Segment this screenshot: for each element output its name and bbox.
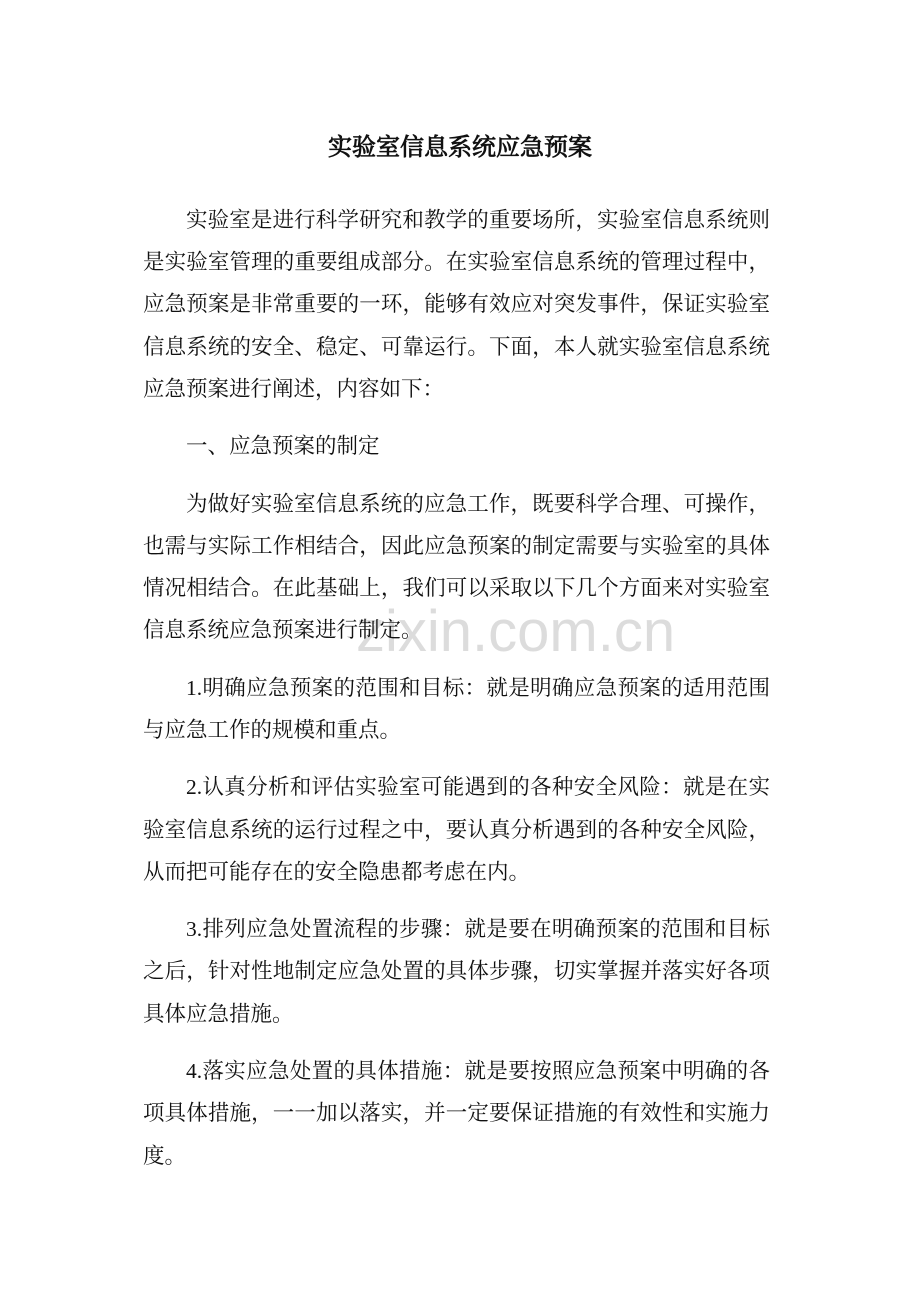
document-title: 实验室信息系统应急预案: [328, 134, 592, 161]
text-line: 之后，针对性地制定应急处置的具体步骤，切实掌握并落实好各项: [143, 959, 770, 984]
text-line: 与应急工作的规模和重点。: [143, 717, 402, 742]
text-line: 项具体措施，一一加以落实，并一定要保证措施的有效性和实施力: [143, 1101, 770, 1126]
list-item-3: [143, 908, 770, 1035]
section-heading: [143, 425, 770, 467]
list-item-4: [143, 1050, 770, 1177]
text-line: 为做好实验室信息系统的应急工作，既要科学合理、可操作，: [186, 491, 770, 516]
text-line: 1.明确应急预案的范围和目标：就是明确应急预案的适用范围: [186, 675, 770, 700]
list-item-2: [143, 766, 770, 893]
section-intro-paragraph: [143, 483, 770, 652]
text-line: 验室信息系统的运行过程之中，要认真分析遇到的各种安全风险，: [143, 817, 770, 842]
watermark: zixin.com.cn: [356, 599, 676, 664]
text-line: 应急预案是非常重要的一环，能够有效应对突发事件，保证实验室: [143, 292, 770, 317]
list-item-1: [143, 667, 770, 751]
text-line: 信息系统的安全、稳定、可靠运行。下面，本人就实验室信息系统: [143, 334, 770, 359]
text-line: 具体应急措施。: [143, 1001, 294, 1026]
text-line: 从而把可能存在的安全隐患都考虑在内。: [143, 859, 531, 884]
text-line: 2.认真分析和评估实验室可能遇到的各种安全风险：就是在实: [186, 775, 770, 800]
text-line: 是实验室管理的重要组成部分。在实验室信息系统的管理过程中，: [143, 250, 770, 275]
text-line: 实验室是进行科学研究和教学的重要场所，实验室信息系统则: [186, 208, 770, 232]
document-body: [143, 199, 770, 1192]
text-line: 情况相结合。在此基础上，我们可以采取以下几个方面来对实验室: [143, 576, 770, 601]
section-heading-text: 一、应急预案的制定: [186, 434, 380, 459]
intro-paragraph: [143, 199, 770, 410]
text-line: 也需与实际工作相结合，因此应急预案的制定需要与实验室的具体: [143, 533, 770, 558]
text-line: 度。: [143, 1143, 187, 1168]
text-line: 应急预案进行阐述，内容如下：: [143, 376, 445, 401]
text-line: 信息系统应急预案进行制定。: [143, 618, 423, 643]
text-line: 3.排列应急处置流程的步骤：就是要在明确预案的范围和目标: [186, 917, 770, 942]
text-line: 4.落实应急处置的具体措施：就是要按照应急预案中明确的各: [186, 1059, 770, 1084]
